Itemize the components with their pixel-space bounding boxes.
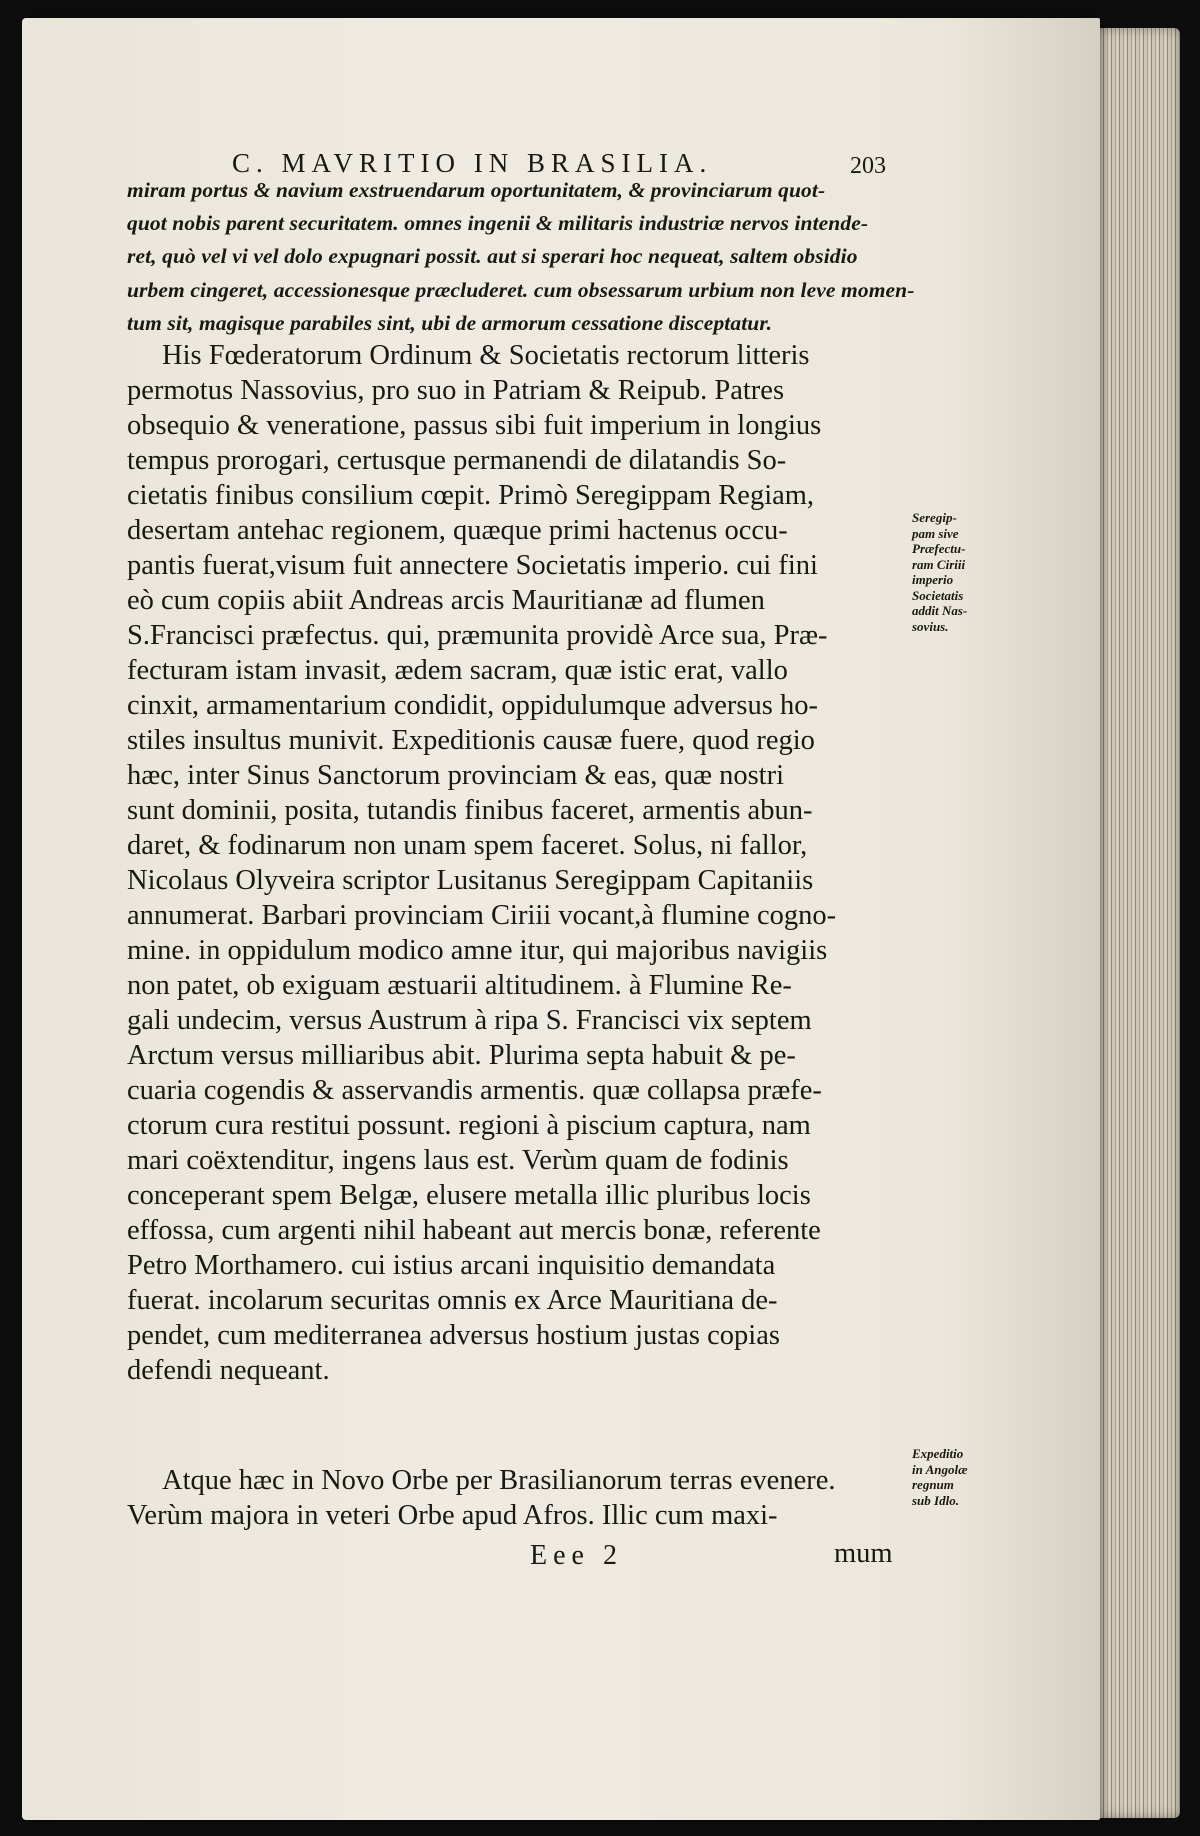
body-line: effossa, cum argenti nihil habeant aut mercis bonæ, referente (127, 1215, 821, 1246)
body-line: Arctum versus milliaribus abit. Plurima septa habuit & pe- (127, 1040, 796, 1071)
running-head: C. MAVRITIO IN BRASILIA. (232, 148, 713, 178)
italic-line: tum sit, magisque parabiles sint, ubi de armorum cessatione disceptatur. (127, 311, 773, 335)
body-line: obsequio & veneratione, passus sibi fuit imperium in longius (127, 410, 822, 441)
body-line: His Fœderatorum Ordinum & Societatis rectorum litteris (162, 340, 810, 371)
body-line: non patet, ob exiguam æstuarii altitudinem. à Flumine Re- (127, 970, 792, 1001)
signature-mark: Eee 2 (530, 1540, 623, 1571)
body-line: defendi nequeant. (127, 1355, 330, 1386)
body-line: S.Francisci præfectus. qui, præmunita providè Arce sua, Præ- (127, 620, 828, 651)
body-line: pantis fuerat,visum fuit annectere Societatis imperio. cui fini (127, 550, 818, 581)
body-line: stiles insultus munivit. Expeditionis causæ fuere, quod regio (127, 725, 815, 756)
body-line: conceperant spem Belgæ, elusere metalla illic pluribus locis (127, 1180, 811, 1211)
book-page (22, 18, 1100, 1820)
body-line: Petro Morthamero. cui istius arcani inquisitio demandata (127, 1250, 776, 1281)
body-line: hæc, inter Sinus Sanctorum provinciam & eas, quæ nostri (127, 760, 785, 791)
body-line: daret, & fodinarum non unam spem faceret. Solus, ni fallor, (127, 830, 808, 861)
body-line: mine. in oppidulum modico amne itur, qui majoribus navigiis (127, 935, 828, 966)
body-line: annumerat. Barbari provinciam Ciriii vocant,à flumine cogno- (127, 900, 837, 931)
body-line: permotus Nassovius, pro suo in Patriam & Reipub. Patres (127, 375, 785, 406)
body-line: Nicolaus Olyveira scriptor Lusitanus Seregippam Capitaniis (127, 865, 814, 896)
body-line: cinxit, armamentarium condidit, oppidulumque adversus ho- (127, 690, 818, 721)
margin-note-expeditio: Expeditio in Angolæ regnum sub Idlo. (912, 1446, 968, 1508)
body-line: fuerat. incolarum securitas omnis ex Arce Mauritiana de- (127, 1285, 778, 1316)
italic-line: ret, quò vel vi vel dolo expugnari possit. aut si sperari hoc nequeat, saltem obsidio (127, 244, 858, 268)
body-line: gali undecim, versus Austrum à ripa S. Francisci vix septem (127, 1005, 812, 1036)
italic-line: quot nobis parent securitatem. omnes ingenii & militaris industriæ nervos intende- (127, 211, 869, 235)
body-line: desertam antehac regionem, quæque primi hactenus occu- (127, 515, 788, 546)
body-line: tempus prorogari, certusque permanendi de dilatandis So- (127, 445, 787, 476)
body-line: fecturam istam invasit, ædem sacram, quæ istic erat, vallo (127, 655, 788, 686)
page-number: 203 (850, 153, 886, 179)
body-line: Atque hæc in Novo Orbe per Brasilianorum terras evenere. (162, 1465, 836, 1496)
body-line: pendet, cum mediterranea adversus hostium justas copias (127, 1320, 780, 1351)
body-line: cuaria cogendis & asservandis armentis. quæ collapsa præfe- (127, 1075, 822, 1106)
body-line: ctorum cura restitui possunt. regioni à piscium captura, nam (127, 1110, 811, 1141)
catchword: mum (834, 1538, 893, 1569)
body-line: eò cum copiis abiit Andreas arcis Mauritianæ ad flumen (127, 585, 765, 616)
margin-note-seregippam: Seregip- pam sive Præfectu- ram Ciriii imperio Societatis addit Nas- sovius. (912, 510, 968, 634)
body-line: sunt dominii, posita, tutandis finibus faceret, armentis abun- (127, 795, 813, 826)
body-line: Verùm majora in veteri Orbe apud Afros. Illic cum maxi- (127, 1500, 778, 1531)
body-line: mari coëxtenditur, ingens laus est. Verùm quam de fodinis (127, 1145, 789, 1176)
italic-line: miram portus & navium exstruendarum oportunitatem, & provinciarum quot- (127, 178, 826, 202)
italic-line: urbem cingeret, accessionesque præcluderet. cum obsessarum urbium non leve momen- (127, 278, 915, 302)
body-line: cietatis finibus consilium cœpit. Primò Seregippam Regiam, (127, 480, 815, 511)
